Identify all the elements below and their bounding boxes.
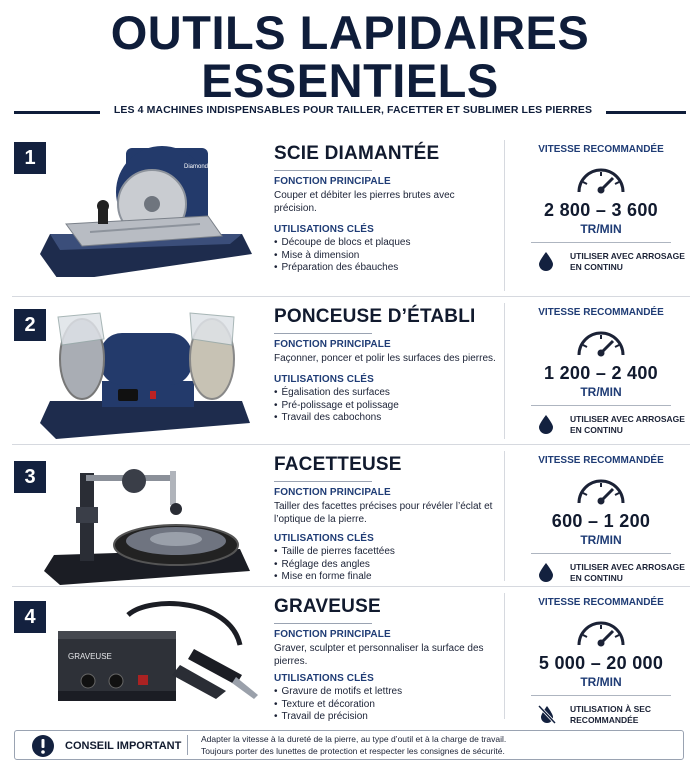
uses-list xyxy=(274,686,498,724)
machine-details xyxy=(274,587,498,724)
speedometer-icon xyxy=(573,325,629,359)
uses-label: UTILISATIONS CLÉS xyxy=(274,673,374,684)
list-item: • Gravure de motifs et lettres xyxy=(274,686,498,699)
faceting-machine-image xyxy=(30,453,262,588)
tip-line-2: Toujours porter des lunettes de protection et respecter les consignes de sécurité. xyxy=(201,746,505,756)
machine-details xyxy=(274,134,498,275)
bench-grinder-image xyxy=(30,305,262,440)
tip-line-1: Adapter la vitesse à la dureté de la pierre, au type d’outil et à la charge de travail. xyxy=(201,734,507,744)
no-water-icon xyxy=(538,704,556,724)
note-text: UTILISATION À SEC RECOMMANDÉE xyxy=(570,704,652,725)
speed-value: 600 – 1 200 xyxy=(551,511,651,531)
list-item: • Taille de pierres facettées xyxy=(274,546,498,559)
function-label: FONCTION PRINCIPALE xyxy=(274,629,391,640)
uses-list xyxy=(274,546,498,584)
subtitle-bar xyxy=(14,104,686,120)
speed-value: 1 200 – 2 400 xyxy=(543,363,658,383)
subtitle-rule-left xyxy=(14,111,100,114)
machine-number: 1 xyxy=(14,142,46,174)
subtitle-rule-right xyxy=(606,111,686,114)
note-text: UTILISER AVEC ARROSAGE EN CONTINU xyxy=(570,251,685,272)
water-note xyxy=(532,560,690,588)
uses-list xyxy=(274,387,498,425)
subtitle: LES 4 MACHINES INDISPENSABLES POUR TAILLER, FACETTER ET SUBLIMER LES PIERRES xyxy=(113,104,593,116)
speed-unit: TR/MIN xyxy=(580,675,622,689)
machine-name: PONCEUSE D’ÉTABLI xyxy=(274,306,476,327)
engraver-image xyxy=(30,595,262,730)
speed-unit: TR/MIN xyxy=(580,385,622,399)
uses-list xyxy=(274,237,498,275)
speed-label: VITESSE RECOMMANDÉE xyxy=(538,455,664,466)
function-text: Couper et débiter les pierres brutes avec précision. xyxy=(274,190,455,214)
water-drop-icon xyxy=(538,562,554,582)
note-text: UTILISER AVEC ARROSAGE EN CONTINU xyxy=(570,414,685,435)
machine-name: FACETTEUSE xyxy=(274,454,402,475)
water-drop-icon xyxy=(538,414,554,434)
function-text: Tailler des facettes précises pour révéler l’éclat et l’optique de la pierre. xyxy=(274,501,493,525)
list-item: • Travail des cabochons xyxy=(274,412,498,425)
function-label: FONCTION PRINCIPALE xyxy=(274,176,391,187)
function-label: FONCTION PRINCIPALE xyxy=(274,339,391,350)
water-note xyxy=(532,249,690,277)
water-drop-icon xyxy=(538,251,554,271)
uses-label: UTILISATIONS CLÉS xyxy=(274,224,374,235)
machine-details xyxy=(274,445,498,584)
machine-name: SCIE DIAMANTÉE xyxy=(274,143,440,164)
page-title-line-2: ESSENTIELS xyxy=(201,54,499,107)
machine-number: 4 xyxy=(14,601,46,633)
speed-unit: TR/MIN xyxy=(580,222,622,236)
list-item: • Découpe de blocs et plaques xyxy=(274,237,498,250)
list-item: • Texture et décoration xyxy=(274,699,498,712)
machine-number: 2 xyxy=(14,309,46,341)
tip-label: CONSEIL IMPORTANT xyxy=(65,740,182,752)
machine-row-grinder xyxy=(12,297,690,445)
speed-panel xyxy=(512,297,690,440)
list-item: • Préparation des ébauches xyxy=(274,262,498,275)
list-item: • Pré-polissage et polissage xyxy=(274,400,498,413)
speed-panel xyxy=(512,587,690,730)
function-text: Graver, sculpter et personnaliser la surface des pierres. xyxy=(274,643,484,667)
water-note xyxy=(532,412,690,440)
engraver-brand-label: GRAVEUSE xyxy=(68,652,112,661)
function-label: FONCTION PRINCIPALE xyxy=(274,487,391,498)
speed-value: 2 800 – 3 600 xyxy=(543,200,658,220)
note-text: UTILISER AVEC ARROSAGE EN CONTINU xyxy=(570,562,685,583)
saw-brand-label: Diamond xyxy=(184,164,209,170)
list-item: • Travail de précision xyxy=(274,711,498,724)
machine-details xyxy=(274,297,498,425)
speedometer-icon xyxy=(573,162,629,196)
dry-note xyxy=(532,702,690,730)
machine-name: GRAVEUSE xyxy=(274,596,381,617)
machine-row-faceter xyxy=(12,445,690,587)
list-item: • Mise en forme finale xyxy=(274,571,498,584)
uses-label: UTILISATIONS CLÉS xyxy=(274,374,374,385)
speedometer-icon xyxy=(573,473,629,507)
list-item: • Réglage des angles xyxy=(274,559,498,572)
speed-value: 5 000 – 20 000 xyxy=(538,653,664,673)
diamond-saw-image xyxy=(30,142,262,277)
speed-label: VITESSE RECOMMANDÉE xyxy=(538,144,664,155)
uses-label: UTILISATIONS CLÉS xyxy=(274,533,374,544)
speed-label: VITESSE RECOMMANDÉE xyxy=(538,307,664,318)
function-text: Façonner, poncer et polir les surfaces des pierres. xyxy=(274,353,496,364)
machine-row-engraver xyxy=(12,587,690,725)
machine-row-saw xyxy=(12,134,690,297)
speed-unit: TR/MIN xyxy=(580,533,622,547)
list-item: • Égalisation des surfaces xyxy=(274,387,498,400)
exclamation-icon xyxy=(31,734,55,758)
speed-label: VITESSE RECOMMANDÉE xyxy=(538,597,664,608)
page-title-line-1: OUTILS LAPIDAIRES xyxy=(110,6,590,59)
important-tip-box xyxy=(14,730,684,760)
machine-number: 3 xyxy=(14,461,46,493)
list-item: • Mise à dimension xyxy=(274,250,498,263)
speedometer-icon xyxy=(573,615,629,649)
speed-panel xyxy=(512,445,690,588)
speed-panel xyxy=(512,134,690,277)
